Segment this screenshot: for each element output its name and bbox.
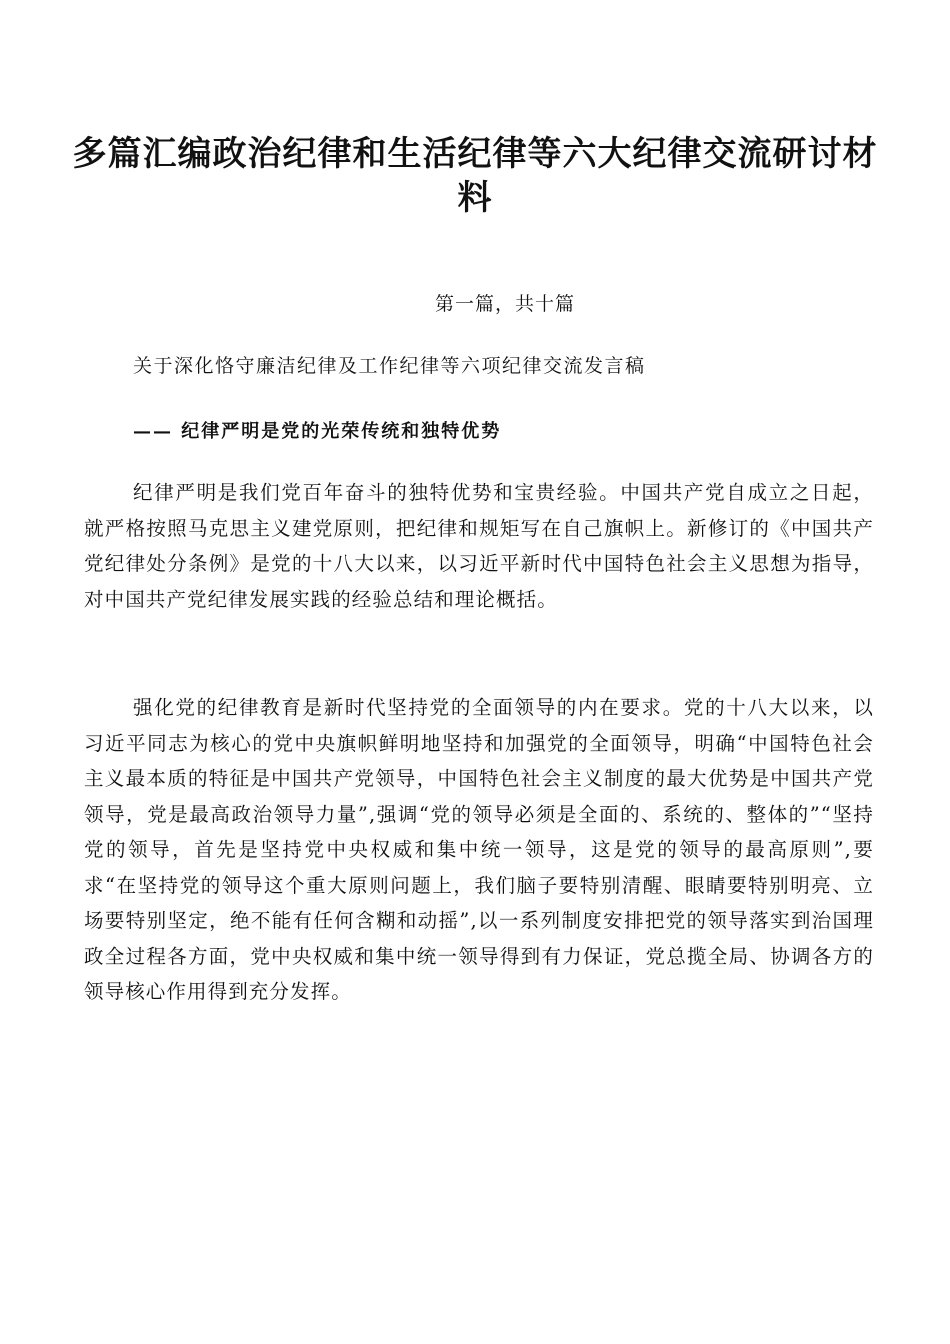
- body-paragraph: 强化党的纪律教育是新时代坚持党的全面领导的内在要求。党的十八大以来，以习近平同志为核心的党中央旗帜鲜明地坚持和加强党的全面领导，明确“中国特色社会主义最本质的特征是中国共产党领导，中国特色社会主义制度的最大优势是中国共产党领导，党是最高政治领导力量”,强调“党的领导必须是全面的、系统的、整体的”“坚持党的领导，首先是坚持党中央权威和集中统一领导，这是党的领导的最高原则”,要求“在坚持党的领导这个重大原则问题上，我们脑子要特别清醒、眼睛要特别明亮、立场要特别坚定，绝不能有任何含糊和动摇”,以一系列制度安排把党的领导落实到治国理政全过程各方面，党中央权威和集中统一领导得到有力保证，党总揽全局、协调各方的领导核心作用得到充分发挥。: [84, 696, 874, 1003]
- speech-subject: 关于深化恪守廉洁纪律及工作纪律等六项纪律交流发言稿: [133, 355, 646, 377]
- section-subheading: —— 纪律严明是党的光荣传统和独特优势: [133, 421, 502, 442]
- part-label: 第一篇，共十篇: [434, 293, 575, 315]
- document-title: 多篇汇编政治纪律和生活纪律等六大纪律交流研讨材料: [72, 134, 878, 218]
- body-paragraph: 纪律严明是我们党百年奋斗的独特优势和宝贵经验。中国共产党自成立之日起，就严格按照马克思主义建党原则，把纪律和规矩写在自己旗帜上。新修订的《中国共产党纪律处分条例》是党的十八大以来，以习近平新时代中国特色社会主义思想为指导，对中国共产党纪律发展实践的经验总结和理论概括。: [84, 481, 874, 611]
